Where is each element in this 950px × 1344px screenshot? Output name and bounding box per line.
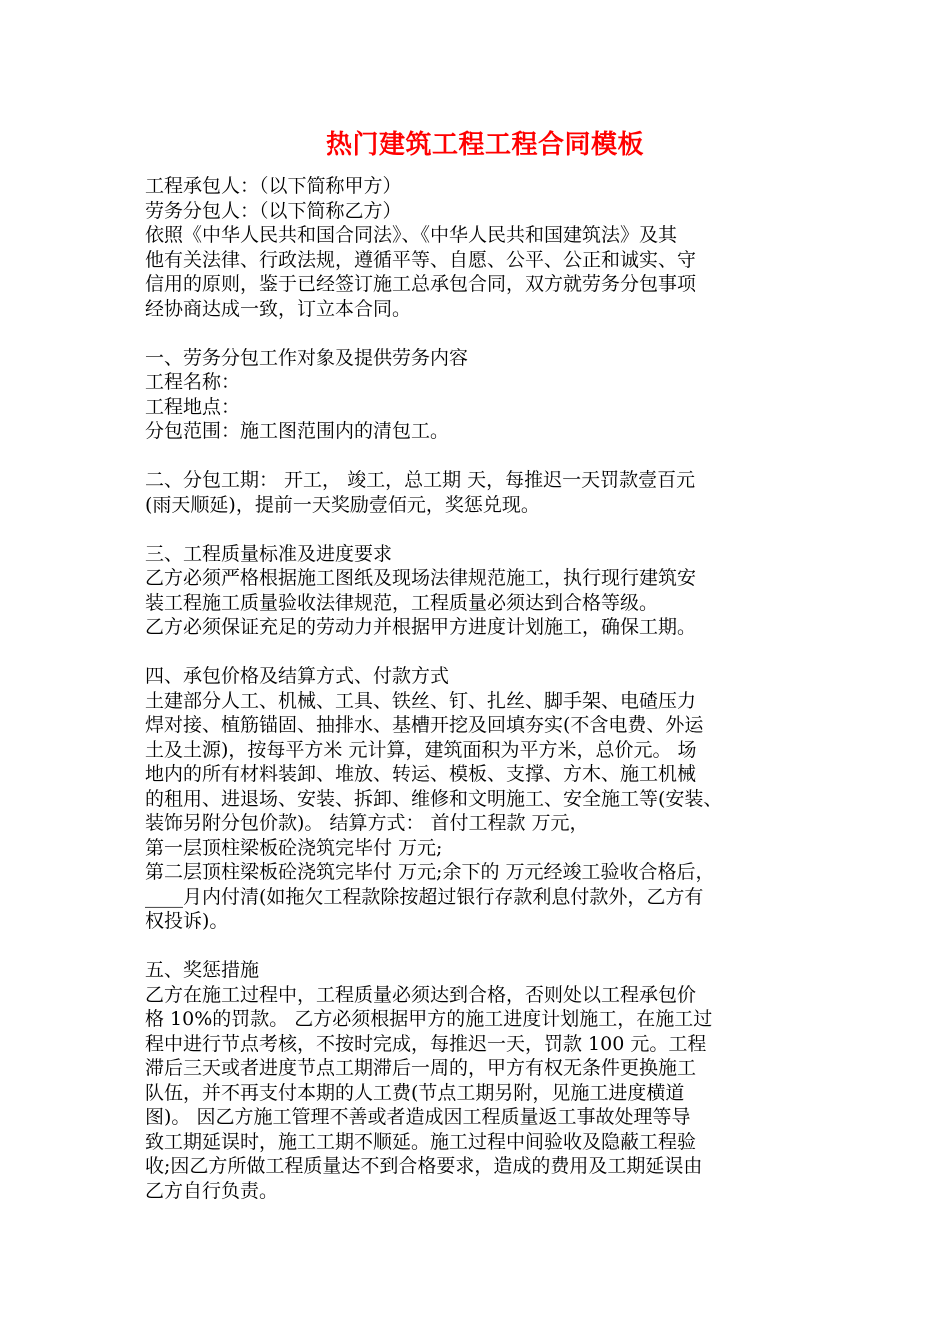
body-line: 依照《中华人民共和国合同法》、《中华人民共和国建筑法》及其 (145, 224, 678, 246)
document-title: 热门建筑工程工程合同模板 (325, 130, 644, 160)
body-line: ____月内付清(如拖欠工程款除按超过银行存款利息付款外，乙方有 (145, 885, 704, 908)
blank-line (145, 321, 825, 346)
body-line: 乙方在施工过程中，工程质量必须达到合格，否则处以工程承包价 (145, 983, 697, 1006)
body-line: 格 10%的罚款。 乙方必须根据甲方的施工进度计划施工，在施工过 (145, 1008, 713, 1030)
body-line: 焊对接、植筋锚固、抽排水、基槽开挖及回填夯实(不含电费、外运 (145, 714, 704, 736)
body-line: 乙方必须保证充足的劳动力并根据甲方进度计划施工，确保工期。 (145, 616, 697, 638)
body-line: 的租用、进退场、安装、拆卸、维修和文明施工、安全施工等(安装、 (145, 787, 723, 810)
body-line: 分包范围：施工图范围内的清包工。 (145, 420, 450, 442)
body-line: 乙方自行负责。 (145, 1179, 279, 1202)
blank-line (145, 640, 825, 665)
body-line: 第二层顶柱梁板砼浇筑完毕付 万元;余下的 万元经竣工验收合格后， (145, 861, 715, 883)
body-line: 权投诉)。 (145, 910, 229, 932)
body-line: 致工期延误时，施工工期不顺延。施工过程中间验收及隐蔽工程验 (145, 1130, 697, 1153)
body-line: 程中进行节点考核，不按时完成，每推迟一天，罚款 100 元。工程 (145, 1032, 707, 1055)
body-line: 经协商达成一致，订立本合同。 (145, 297, 412, 320)
body-line: 装工程施工质量验收法律规范，工程质量必须达到合格等级。 (145, 591, 659, 614)
body-line: 队伍，并不再支付本期的人工费(节点工期另附，见施工进度横道 (145, 1081, 685, 1104)
body-line: 三、工程质量标准及进度要求 (145, 542, 393, 565)
body-line: 五、奖惩措施 (145, 959, 260, 981)
body-line: 他有关法律、行政法规，遵循平等、自愿、公平、公正和诚实、守 (145, 248, 697, 271)
body-line: 劳务分包人：（以下简称乙方） (145, 199, 402, 222)
body-line: 图)。 因乙方施工管理不善或者造成因工程质量返工事故处理等导 (145, 1106, 691, 1128)
blank-line (145, 934, 825, 959)
body-line: 乙方必须严格根据施工图纸及现场法律规范施工，执行现行建筑安 (145, 567, 697, 589)
body-line: 四、承包价格及结算方式、付款方式 (145, 665, 450, 687)
body-line: 装饰另附分包价款)。 结算方式： 首付工程款 万元， (145, 812, 589, 834)
body-line: 土及土源)，按每平方米 元计算，建筑面积为平方米，总价元。 场 (145, 738, 697, 761)
body-line: 收;因乙方所做工程质量达不到合格要求，造成的费用及工期延误由 (145, 1155, 703, 1177)
body-line: 工程承包人：（以下简称甲方） (145, 175, 402, 197)
body-line: 信用的原则，鉴于已经签订施工总承包合同，双方就劳务分包事项 (145, 273, 697, 295)
body-line: 滞后三天或者进度节点工期滞后一周的，甲方有权无条件更换施工 (145, 1057, 697, 1079)
body-line: 一、劳务分包工作对象及提供劳务内容 (145, 346, 469, 369)
body-line: 第一层顶柱梁板砼浇筑完毕付 万元; (145, 836, 443, 859)
body-line: 地内的所有材料装卸、堆放、转运、模板、支撑、方木、施工机械 (145, 763, 697, 785)
document-body (145, 174, 825, 1203)
blank-line (145, 444, 825, 469)
body-line: 工程名称： (145, 371, 241, 393)
body-line: (雨天顺延)，提前一天奖励壹佰元，奖惩兑现。 (145, 493, 540, 516)
body-line: 工程地点： (145, 395, 241, 418)
document-page (145, 128, 825, 1203)
body-line: 二、分包工期： 开工， 竣工，总工期 天，每推迟一天罚款壹百元 (145, 469, 696, 491)
blank-line (145, 517, 825, 542)
body-line: 土建部分人工、机械、工具、铁丝、钉、扎丝、脚手架、电碴压力 (145, 689, 697, 712)
